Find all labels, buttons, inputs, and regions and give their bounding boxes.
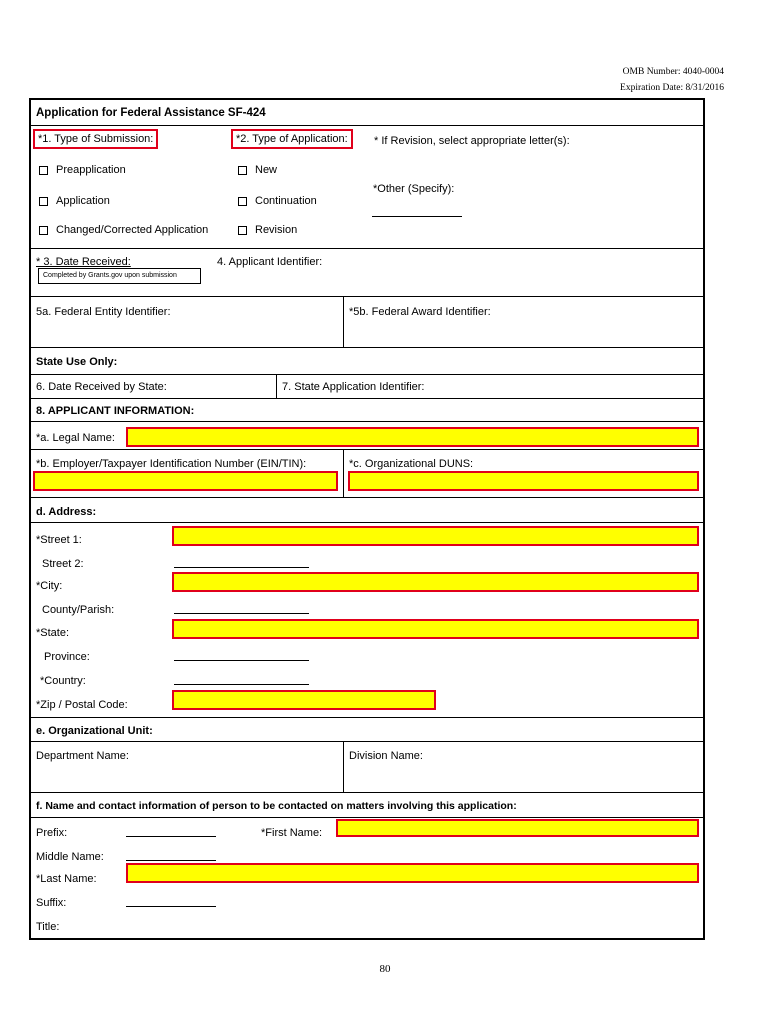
new-label: New bbox=[255, 164, 278, 176]
submission-row bbox=[31, 126, 703, 249]
state-label: *State: bbox=[36, 627, 70, 639]
ein-label: *b. Employer/Taxpayer Identification Number (EIN/TIN): bbox=[36, 458, 307, 470]
page-number: 80 bbox=[379, 963, 391, 975]
applicant-info-heading-row bbox=[31, 399, 703, 422]
revision-option-label: Revision bbox=[255, 224, 298, 236]
omb-info bbox=[620, 64, 724, 96]
address-block bbox=[31, 523, 703, 718]
division-name-label: Division Name: bbox=[349, 750, 423, 762]
country-input[interactable] bbox=[174, 684, 309, 685]
sf424-form bbox=[29, 98, 705, 940]
changed-corrected-checkbox[interactable] bbox=[39, 226, 48, 235]
continuation-label: Continuation bbox=[255, 195, 317, 207]
title-row bbox=[31, 100, 703, 126]
new-checkbox[interactable] bbox=[238, 166, 247, 175]
org-unit-heading: e. Organizational Unit: bbox=[36, 725, 153, 737]
legal-name-input[interactable] bbox=[126, 427, 699, 447]
state-input[interactable] bbox=[172, 619, 699, 639]
state-use-heading: State Use Only: bbox=[36, 356, 118, 368]
last-name-input[interactable] bbox=[126, 863, 699, 883]
state-application-identifier-label: 7. State Application Identifier: bbox=[282, 381, 425, 393]
preapplication-checkbox[interactable] bbox=[39, 166, 48, 175]
suffix-label: Suffix: bbox=[36, 897, 67, 909]
applicant-identifier-label: 4. Applicant Identifier: bbox=[217, 256, 323, 268]
state-dates-row bbox=[31, 375, 703, 399]
submission-type-label: *1. Type of Submission: bbox=[33, 129, 158, 149]
street1-input[interactable] bbox=[172, 526, 699, 546]
country-label: *Country: bbox=[40, 675, 86, 687]
middle-name-input[interactable] bbox=[126, 860, 216, 861]
federal-identifiers-row bbox=[31, 297, 703, 348]
federal-entity-identifier-label: 5a. Federal Entity Identifier: bbox=[36, 306, 171, 318]
address-heading: d. Address: bbox=[36, 506, 97, 518]
zip-input[interactable] bbox=[172, 690, 436, 710]
address-heading-row bbox=[31, 498, 703, 523]
application-label: Application bbox=[56, 195, 110, 207]
org-unit-heading-row bbox=[31, 718, 703, 742]
applicant-info-heading: 8. APPLICANT INFORMATION: bbox=[36, 405, 195, 417]
revision-label: * If Revision, select appropriate letter(s): bbox=[374, 135, 570, 147]
state-use-row bbox=[31, 348, 703, 375]
omb-number: OMB Number: 4040-0004 bbox=[622, 67, 724, 77]
application-checkbox[interactable] bbox=[39, 197, 48, 206]
county-label: County/Parish: bbox=[42, 604, 115, 616]
date-received-row bbox=[31, 249, 703, 297]
contact-block bbox=[31, 818, 703, 940]
other-specify-field[interactable] bbox=[372, 216, 462, 217]
date-received-state-label: 6. Date Received by State: bbox=[36, 381, 167, 393]
province-label: Province: bbox=[44, 651, 90, 663]
city-input[interactable] bbox=[172, 572, 699, 592]
street2-label: Street 2: bbox=[42, 558, 84, 570]
street1-label: *Street 1: bbox=[36, 534, 82, 546]
middle-name-label: Middle Name: bbox=[36, 851, 104, 863]
title-label: Title: bbox=[36, 921, 60, 933]
legal-name-row bbox=[31, 422, 703, 450]
prefix-input[interactable] bbox=[126, 836, 216, 837]
county-input[interactable] bbox=[174, 613, 309, 614]
contact-heading-row bbox=[31, 793, 703, 818]
application-type-label: *2. Type of Application: bbox=[231, 129, 353, 149]
contact-heading: f. Name and contact information of person to be contacted on matters involving this application: bbox=[36, 800, 517, 812]
department-name-label: Department Name: bbox=[36, 750, 129, 762]
zip-label: *Zip / Postal Code: bbox=[36, 699, 128, 711]
ein-input[interactable] bbox=[33, 471, 338, 491]
legal-name-label: *a. Legal Name: bbox=[36, 432, 115, 444]
revision-checkbox[interactable] bbox=[238, 226, 247, 235]
duns-input[interactable] bbox=[348, 471, 699, 491]
date-received-label: * 3. Date Received: bbox=[36, 256, 131, 268]
first-name-input[interactable] bbox=[336, 819, 699, 837]
federal-award-identifier-label: *5b. Federal Award Identifier: bbox=[349, 306, 491, 318]
duns-label: *c. Organizational DUNS: bbox=[349, 458, 474, 470]
changed-corrected-label: Changed/Corrected Application bbox=[56, 224, 209, 236]
form-title: Application for Federal Assistance SF-424 bbox=[36, 107, 266, 119]
expiration-date: Expiration Date: 8/31/2016 bbox=[620, 83, 724, 93]
other-specify-label: *Other (Specify): bbox=[373, 183, 455, 195]
ein-duns-row bbox=[31, 450, 703, 498]
province-input[interactable] bbox=[174, 660, 309, 661]
date-received-note: Completed by Grants.gov upon submission bbox=[38, 268, 201, 284]
suffix-input[interactable] bbox=[126, 906, 216, 907]
last-name-label: *Last Name: bbox=[36, 873, 97, 885]
prefix-label: Prefix: bbox=[36, 827, 68, 839]
street2-input[interactable] bbox=[174, 567, 309, 568]
department-division-row bbox=[31, 742, 703, 793]
preapplication-label: Preapplication bbox=[56, 164, 126, 176]
city-label: *City: bbox=[36, 580, 63, 592]
first-name-label: *First Name: bbox=[261, 827, 323, 839]
continuation-checkbox[interactable] bbox=[238, 197, 247, 206]
